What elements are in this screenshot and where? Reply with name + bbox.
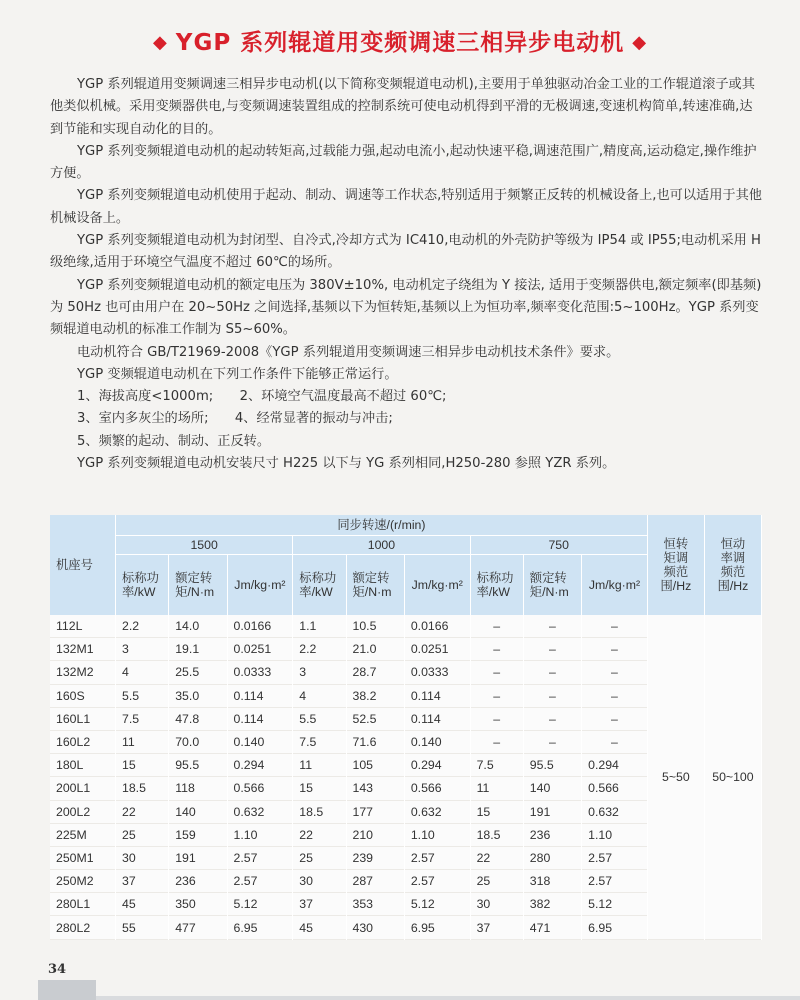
paragraph: YGP 系列变频辊道电动机的起动转矩高,过载能力强,起动电流小,起动快速平稳,调速范围广,精度高,运动稳定,操作维护方便。 xyxy=(50,143,757,182)
value-cell: – xyxy=(523,684,581,707)
frame-cell: 112L xyxy=(50,615,116,638)
const-power-range: 50~100 xyxy=(704,615,761,939)
value-cell: 11 xyxy=(293,754,346,777)
value-cell: 47.8 xyxy=(169,707,227,730)
value-cell: 0.140 xyxy=(227,730,293,753)
value-cell: 7.5 xyxy=(470,754,523,777)
value-cell: 95.5 xyxy=(169,754,227,777)
torque-header: 额定转矩/N·m xyxy=(523,555,581,616)
value-cell: 5.12 xyxy=(582,893,648,916)
value-cell: – xyxy=(523,730,581,753)
value-cell: 25 xyxy=(293,846,346,869)
value-cell: 2.57 xyxy=(227,846,293,869)
value-cell: 70.0 xyxy=(169,730,227,753)
power-header: 标称功率/kW xyxy=(116,555,169,616)
value-cell: – xyxy=(470,661,523,684)
const-power-header: 恒动率调频范围/Hz xyxy=(704,515,761,615)
value-cell: – xyxy=(470,684,523,707)
value-cell: 0.114 xyxy=(227,684,293,707)
value-cell: 35.0 xyxy=(169,684,227,707)
paragraph: 电动机符合 GB/T21969-2008《YGP 系列辊道用变频调速三相异步电动机技术条件》要求。 xyxy=(77,344,620,360)
value-cell: 2.2 xyxy=(293,638,346,661)
inertia-header: Jm/kg·m² xyxy=(404,555,470,616)
value-cell: – xyxy=(523,615,581,638)
value-cell: 25 xyxy=(116,823,169,846)
value-cell: 1.10 xyxy=(227,823,293,846)
value-cell: 37 xyxy=(470,916,523,939)
frame-cell: 132M2 xyxy=(50,661,116,684)
value-cell: – xyxy=(582,661,648,684)
value-cell: 0.632 xyxy=(404,800,470,823)
value-cell: 6.95 xyxy=(404,916,470,939)
frame-cell: 280L2 xyxy=(50,916,116,939)
const-torque-range: 5~50 xyxy=(647,615,704,939)
value-cell: – xyxy=(470,615,523,638)
paragraph: YGP 变频辊道电动机在下列工作条件下能够正常运行。 xyxy=(77,366,398,382)
value-cell: 159 xyxy=(169,823,227,846)
value-cell: 0.0251 xyxy=(404,638,470,661)
value-cell: 25.5 xyxy=(169,661,227,684)
install-note: YGP 系列变频辊道电动机安装尺寸 H225 以下与 YG 系列相同,H250-280 参照 YZR 系列。 xyxy=(77,456,616,472)
value-cell: 1.10 xyxy=(582,823,648,846)
value-cell: 22 xyxy=(293,823,346,846)
condition-line: 1、海拔高度<1000m; 2、环境空气温度最高不超过 60℃; xyxy=(77,389,447,405)
value-cell: 95.5 xyxy=(523,754,581,777)
inertia-header: Jm/kg·m² xyxy=(227,555,293,616)
value-cell: 0.114 xyxy=(227,707,293,730)
value-cell: 52.5 xyxy=(346,707,404,730)
value-cell: 2.57 xyxy=(227,870,293,893)
value-cell: 30 xyxy=(293,870,346,893)
value-cell: – xyxy=(582,638,648,661)
frame-cell: 160L2 xyxy=(50,730,116,753)
frame-cell: 225M xyxy=(50,823,116,846)
value-cell: 0.0166 xyxy=(227,615,293,638)
value-cell: 7.5 xyxy=(293,730,346,753)
value-cell: 236 xyxy=(169,870,227,893)
value-cell: 5.5 xyxy=(116,684,169,707)
page-footer-line xyxy=(96,996,800,1000)
value-cell: – xyxy=(470,707,523,730)
value-cell: 3 xyxy=(116,638,169,661)
value-cell: 19.1 xyxy=(169,638,227,661)
value-cell: 210 xyxy=(346,823,404,846)
condition-line: 5、频繁的起动、制动、正反转。 xyxy=(77,433,271,449)
value-cell: 2.57 xyxy=(582,846,648,869)
value-cell: 143 xyxy=(346,777,404,800)
paragraph: YGP 系列变频辊道电动机使用于起动、制动、调速等工作状态,特别适用于频繁正反转的机械设备上,也可以适用于其他机械设备上。 xyxy=(50,188,762,226)
value-cell: 37 xyxy=(293,893,346,916)
value-cell: 0.0166 xyxy=(404,615,470,638)
speed-750-header: 750 xyxy=(470,536,647,555)
value-cell: 5.12 xyxy=(227,893,293,916)
value-cell: 21.0 xyxy=(346,638,404,661)
value-cell: 18.5 xyxy=(293,800,346,823)
value-cell: 0.0333 xyxy=(227,661,293,684)
sync-speed-header: 同步转速/(r/min) xyxy=(116,515,648,536)
value-cell: 71.6 xyxy=(346,730,404,753)
value-cell: 0.0251 xyxy=(227,638,293,661)
frame-cell: 250M2 xyxy=(50,870,116,893)
value-cell: 118 xyxy=(169,777,227,800)
frame-cell: 200L2 xyxy=(50,800,116,823)
condition-line: 3、室内多灰尘的场所; 4、经常显著的振动与冲击; xyxy=(77,411,393,427)
value-cell: 3 xyxy=(293,661,346,684)
value-cell: 191 xyxy=(169,846,227,869)
value-cell: 2.57 xyxy=(582,870,648,893)
const-torque-header: 恒转矩调频范围/Hz xyxy=(647,515,704,615)
value-cell: 191 xyxy=(523,800,581,823)
value-cell: 37 xyxy=(116,870,169,893)
value-cell: 15 xyxy=(116,754,169,777)
value-cell: 4 xyxy=(116,661,169,684)
value-cell: 0.294 xyxy=(582,754,648,777)
frame-cell: 132M1 xyxy=(50,638,116,661)
value-cell: – xyxy=(470,730,523,753)
value-cell: 5.12 xyxy=(404,893,470,916)
value-cell: 239 xyxy=(346,846,404,869)
value-cell: 382 xyxy=(523,893,581,916)
value-cell: – xyxy=(582,707,648,730)
inertia-header: Jm/kg·m² xyxy=(582,555,648,616)
frame-cell: 250M1 xyxy=(50,846,116,869)
page-title-text: YGP 系列辊道用变频调速三相异步电动机 xyxy=(175,30,625,56)
torque-header: 额定转矩/N·m xyxy=(169,555,227,616)
value-cell: 2.57 xyxy=(404,846,470,869)
power-header: 标称功率/kW xyxy=(293,555,346,616)
frame-cell: 280L1 xyxy=(50,893,116,916)
value-cell: 15 xyxy=(293,777,346,800)
value-cell: 6.95 xyxy=(227,916,293,939)
value-cell: 0.632 xyxy=(227,800,293,823)
frame-header: 机座号 xyxy=(50,515,116,615)
value-cell: – xyxy=(582,615,648,638)
value-cell: 4 xyxy=(293,684,346,707)
value-cell: 28.7 xyxy=(346,661,404,684)
value-cell: 353 xyxy=(346,893,404,916)
power-header: 标称功率/kW xyxy=(470,555,523,616)
value-cell: – xyxy=(582,730,648,753)
value-cell: 25 xyxy=(470,870,523,893)
value-cell: 14.0 xyxy=(169,615,227,638)
value-cell: 5.5 xyxy=(293,707,346,730)
value-cell: 11 xyxy=(116,730,169,753)
paragraph: YGP 系列变频辊道电动机的额定电压为 380V±10%, 电动机定子绕组为 Y 接法, 适用于变频器供电,额定频率(即基频)为 50Hz 也可由用户在 20~50Hz 之间选择,基频以下为恒转矩,基频以上为恒功率,频率变化范围:5~100Hz。YGP 系列变频辊道电动机的标准工作制为 S5~60%。 xyxy=(50,277,762,338)
frame-cell: 160L1 xyxy=(50,707,116,730)
diamond-left-icon: ◆ xyxy=(152,32,168,53)
value-cell: 0.294 xyxy=(404,754,470,777)
paragraph: YGP 系列辊道用变频调速三相异步电动机(以下简称变频辊道电动机),主要用于单独驱动冶金工业的工作辊道滚子或其他类似机械。采用变频器供电,与变频调速装置组成的控制系统可使电动机得到平滑的无极调速,变速机构简单,转速准确,达到节能和实现自动化的目的。 xyxy=(50,77,755,137)
value-cell: 0.0333 xyxy=(404,661,470,684)
value-cell: – xyxy=(523,661,581,684)
value-cell: 45 xyxy=(293,916,346,939)
spec-table xyxy=(50,515,762,940)
value-cell: 45 xyxy=(116,893,169,916)
value-cell: 140 xyxy=(169,800,227,823)
table-row xyxy=(50,615,762,638)
value-cell: 287 xyxy=(346,870,404,893)
value-cell: 55 xyxy=(116,916,169,939)
value-cell: 477 xyxy=(169,916,227,939)
value-cell: 30 xyxy=(470,893,523,916)
value-cell: 10.5 xyxy=(346,615,404,638)
value-cell: – xyxy=(523,707,581,730)
value-cell: 38.2 xyxy=(346,684,404,707)
value-cell: 140 xyxy=(523,777,581,800)
value-cell: 0.294 xyxy=(227,754,293,777)
frame-cell: 160S xyxy=(50,684,116,707)
value-cell: 0.114 xyxy=(404,707,470,730)
speed-1000-header: 1000 xyxy=(293,536,470,555)
value-cell: 2.57 xyxy=(404,870,470,893)
diamond-right-icon: ◆ xyxy=(632,32,648,53)
value-cell: 471 xyxy=(523,916,581,939)
value-cell: 105 xyxy=(346,754,404,777)
value-cell: 177 xyxy=(346,800,404,823)
value-cell: 1.10 xyxy=(404,823,470,846)
page-number: 34 xyxy=(48,962,67,977)
frame-cell: 180L xyxy=(50,754,116,777)
value-cell: 30 xyxy=(116,846,169,869)
value-cell: 15 xyxy=(470,800,523,823)
torque-header: 额定转矩/N·m xyxy=(346,555,404,616)
value-cell: 0.566 xyxy=(227,777,293,800)
value-cell: 350 xyxy=(169,893,227,916)
value-cell: – xyxy=(582,684,648,707)
value-cell: 430 xyxy=(346,916,404,939)
value-cell: 0.114 xyxy=(404,684,470,707)
value-cell: 6.95 xyxy=(582,916,648,939)
spec-table-body xyxy=(50,615,762,939)
value-cell: – xyxy=(470,638,523,661)
value-cell: 22 xyxy=(470,846,523,869)
value-cell: 0.566 xyxy=(404,777,470,800)
page-footer-bar xyxy=(38,980,96,1000)
value-cell: 2.2 xyxy=(116,615,169,638)
value-cell: 236 xyxy=(523,823,581,846)
page-title xyxy=(0,24,800,57)
value-cell: 318 xyxy=(523,870,581,893)
intro-text xyxy=(50,74,762,475)
paragraph: YGP 系列变频辊道电动机为封闭型、自冷式,冷却方式为 IC410,电动机的外壳防护等级为 IP54 或 IP55;电动机采用 H 级绝缘,适用于环境空气温度不超过 60℃的场所。 xyxy=(50,233,761,271)
value-cell: 11 xyxy=(470,777,523,800)
value-cell: 22 xyxy=(116,800,169,823)
value-cell: 7.5 xyxy=(116,707,169,730)
speed-1500-header: 1500 xyxy=(116,536,293,555)
value-cell: – xyxy=(523,638,581,661)
value-cell: 0.566 xyxy=(582,777,648,800)
frame-cell: 200L1 xyxy=(50,777,116,800)
value-cell: 0.140 xyxy=(404,730,470,753)
value-cell: 280 xyxy=(523,846,581,869)
value-cell: 18.5 xyxy=(116,777,169,800)
value-cell: 0.632 xyxy=(582,800,648,823)
value-cell: 18.5 xyxy=(470,823,523,846)
value-cell: 1.1 xyxy=(293,615,346,638)
